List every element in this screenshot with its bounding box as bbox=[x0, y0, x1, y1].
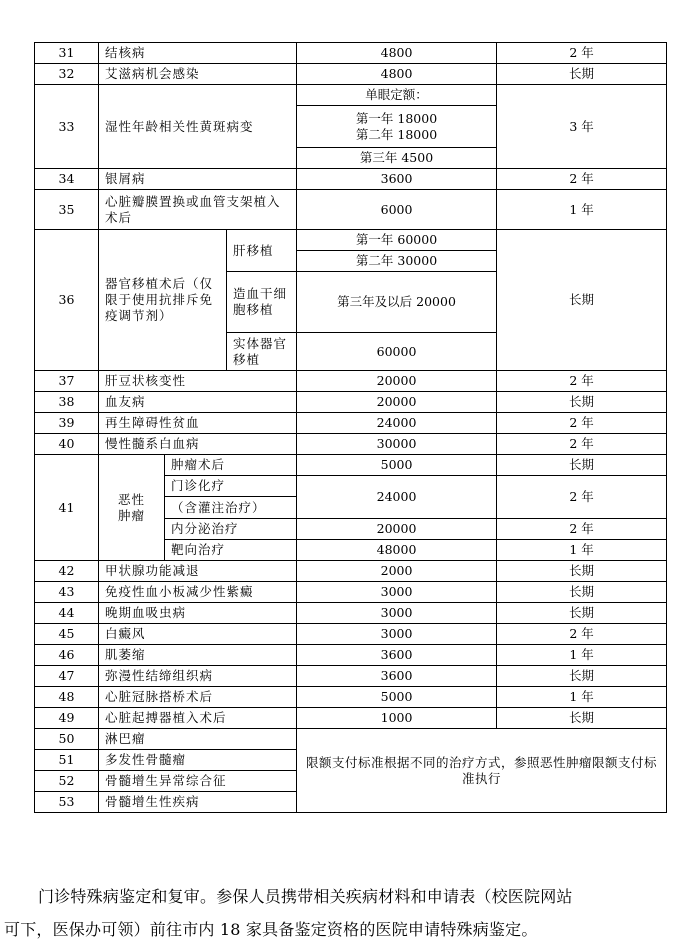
amount: 3600 bbox=[297, 645, 497, 666]
duration: 1 年 bbox=[497, 687, 667, 708]
amount: 第二年 30000 bbox=[297, 251, 497, 272]
disease-name: 心脏起搏器植入术后 bbox=[99, 708, 297, 729]
amount: 第三年 4500 bbox=[297, 148, 497, 169]
duration: 长期 bbox=[497, 603, 667, 624]
row-number: 48 bbox=[35, 687, 99, 708]
duration: 2 年 bbox=[497, 371, 667, 392]
amount: 3000 bbox=[297, 624, 497, 645]
table-row bbox=[35, 455, 667, 476]
disease-name: 器官移植术后（仅限于使用抗排斥免疫调节剂） bbox=[99, 230, 227, 371]
duration: 2 年 bbox=[497, 519, 667, 540]
table-row bbox=[35, 729, 667, 750]
row-number: 40 bbox=[35, 434, 99, 455]
disease-name: 甲状腺功能减退 bbox=[99, 561, 297, 582]
table-row bbox=[35, 645, 667, 666]
sub-type-label: 门诊化疗 bbox=[165, 476, 297, 497]
amount: 3600 bbox=[297, 666, 497, 687]
amount: 4800 bbox=[297, 64, 497, 85]
disease-name-part: 恶性 bbox=[117, 491, 145, 507]
row-number: 43 bbox=[35, 582, 99, 603]
table-row bbox=[35, 85, 667, 106]
amount: 第三年及以后 20000 bbox=[297, 272, 497, 333]
duration: 2 年 bbox=[497, 169, 667, 190]
amount: 20000 bbox=[297, 371, 497, 392]
sub-type-label: 肿瘤术后 bbox=[165, 455, 297, 476]
amount-line: 第二年 18000 bbox=[355, 126, 438, 142]
duration: 长期 bbox=[497, 64, 667, 85]
row-number: 37 bbox=[35, 371, 99, 392]
amount: 第一年 60000 bbox=[297, 230, 497, 251]
duration: 长期 bbox=[497, 666, 667, 687]
disease-name: 淋巴瘤 bbox=[99, 729, 297, 750]
table-row bbox=[35, 624, 667, 645]
duration: 1 年 bbox=[497, 645, 667, 666]
sub-type-label: （含灌注治疗） bbox=[165, 497, 297, 519]
disease-name: 免疫性血小板减少性紫癜 bbox=[99, 582, 297, 603]
duration: 1 年 bbox=[497, 540, 667, 561]
sub-type-label: 肝移植 bbox=[227, 230, 297, 272]
row-number: 51 bbox=[35, 750, 99, 771]
amount: 2000 bbox=[297, 561, 497, 582]
table-row bbox=[35, 603, 667, 624]
disease-name: 银屑病 bbox=[99, 169, 297, 190]
disease-name: 骨髓增生性疾病 bbox=[99, 792, 297, 813]
row-number: 34 bbox=[35, 169, 99, 190]
duration: 1 年 bbox=[497, 190, 667, 230]
duration: 2 年 bbox=[497, 624, 667, 645]
table-row bbox=[35, 392, 667, 413]
table-row bbox=[35, 190, 667, 230]
disease-name: 艾滋病机会感染 bbox=[99, 64, 297, 85]
disease-name-part: 肿瘤 bbox=[117, 507, 145, 523]
table-row bbox=[35, 687, 667, 708]
duration: 2 年 bbox=[497, 434, 667, 455]
table-row bbox=[35, 708, 667, 729]
disease-name: 心脏冠脉搭桥术后 bbox=[99, 687, 297, 708]
duration: 长期 bbox=[497, 230, 667, 371]
table-row bbox=[35, 434, 667, 455]
disease-name: 慢性髓系白血病 bbox=[99, 434, 297, 455]
amount: 3000 bbox=[297, 603, 497, 624]
amount-line: 第一年 18000 bbox=[355, 110, 438, 126]
table-row bbox=[35, 43, 667, 64]
amount: 5000 bbox=[297, 687, 497, 708]
amount: 60000 bbox=[297, 333, 497, 371]
row-number: 50 bbox=[35, 729, 99, 750]
duration: 3 年 bbox=[497, 85, 667, 169]
amount: 30000 bbox=[297, 434, 497, 455]
amount-lines bbox=[297, 106, 497, 148]
row-number: 36 bbox=[35, 230, 99, 371]
table-row bbox=[35, 666, 667, 687]
table-row bbox=[35, 64, 667, 85]
disease-name: 血友病 bbox=[99, 392, 297, 413]
special-disease-table bbox=[34, 42, 667, 813]
table-row bbox=[35, 230, 667, 251]
duration: 2 年 bbox=[497, 413, 667, 434]
disease-name: 白癜风 bbox=[99, 624, 297, 645]
sub-type-label: 实体器官移植 bbox=[227, 333, 297, 371]
amount-label: 单眼定额： bbox=[297, 85, 497, 106]
row-number: 49 bbox=[35, 708, 99, 729]
disease-name: 心脏瓣膜置换或血管支架植入术后 bbox=[99, 190, 297, 230]
table-row bbox=[35, 561, 667, 582]
table-row bbox=[35, 582, 667, 603]
amount: 4800 bbox=[297, 43, 497, 64]
disease-name bbox=[99, 455, 165, 561]
amount: 3000 bbox=[297, 582, 497, 603]
duration: 长期 bbox=[497, 708, 667, 729]
row-number: 31 bbox=[35, 43, 99, 64]
sub-type-label: 内分泌治疗 bbox=[165, 519, 297, 540]
amount: 48000 bbox=[297, 540, 497, 561]
row-number: 32 bbox=[35, 64, 99, 85]
paragraph-line: 可下，医保办可领）前往市内 18 家具备鉴定资格的医院申请特殊病鉴定。 bbox=[4, 920, 538, 939]
row-number: 47 bbox=[35, 666, 99, 687]
amount: 5000 bbox=[297, 455, 497, 476]
disease-name: 肌萎缩 bbox=[99, 645, 297, 666]
body-paragraph bbox=[0, 880, 700, 946]
row-number: 35 bbox=[35, 190, 99, 230]
duration: 长期 bbox=[497, 392, 667, 413]
table-row bbox=[35, 169, 667, 190]
amount: 24000 bbox=[297, 476, 497, 519]
table-row bbox=[35, 371, 667, 392]
row-number: 39 bbox=[35, 413, 99, 434]
amount: 20000 bbox=[297, 392, 497, 413]
duration: 长期 bbox=[497, 582, 667, 603]
disease-name: 再生障碍性贫血 bbox=[99, 413, 297, 434]
row-number: 41 bbox=[35, 455, 99, 561]
amount: 3600 bbox=[297, 169, 497, 190]
row-number: 44 bbox=[35, 603, 99, 624]
disease-name: 晚期血吸虫病 bbox=[99, 603, 297, 624]
row-number: 33 bbox=[35, 85, 99, 169]
amount: 1000 bbox=[297, 708, 497, 729]
disease-name: 骨髓增生异常综合征 bbox=[99, 771, 297, 792]
duration: 长期 bbox=[497, 455, 667, 476]
table-row bbox=[35, 413, 667, 434]
sub-type-label: 靶向治疗 bbox=[165, 540, 297, 561]
disease-name: 结核病 bbox=[99, 43, 297, 64]
amount: 24000 bbox=[297, 413, 497, 434]
row-number: 52 bbox=[35, 771, 99, 792]
row-number: 53 bbox=[35, 792, 99, 813]
row-number: 46 bbox=[35, 645, 99, 666]
disease-name: 肝豆状核变性 bbox=[99, 371, 297, 392]
row-number: 42 bbox=[35, 561, 99, 582]
amount: 6000 bbox=[297, 190, 497, 230]
disease-name: 多发性骨髓瘤 bbox=[99, 750, 297, 771]
disease-name: 湿性年龄相关性黄斑病变 bbox=[99, 85, 297, 169]
duration: 2 年 bbox=[497, 476, 667, 519]
duration: 2 年 bbox=[497, 43, 667, 64]
row-number: 45 bbox=[35, 624, 99, 645]
paragraph-line: 门诊特殊病鉴定和复审。参保人员携带相关疾病材料和申请表（校医院网站 bbox=[38, 887, 573, 906]
amount: 20000 bbox=[297, 519, 497, 540]
merged-note: 限额支付标准根据不同的治疗方式，参照恶性肿瘤限额支付标准执行 bbox=[297, 729, 667, 813]
sub-type-label: 造血干细胞移植 bbox=[227, 272, 297, 333]
row-number: 38 bbox=[35, 392, 99, 413]
disease-name: 弥漫性结缔组织病 bbox=[99, 666, 297, 687]
duration: 长期 bbox=[497, 561, 667, 582]
